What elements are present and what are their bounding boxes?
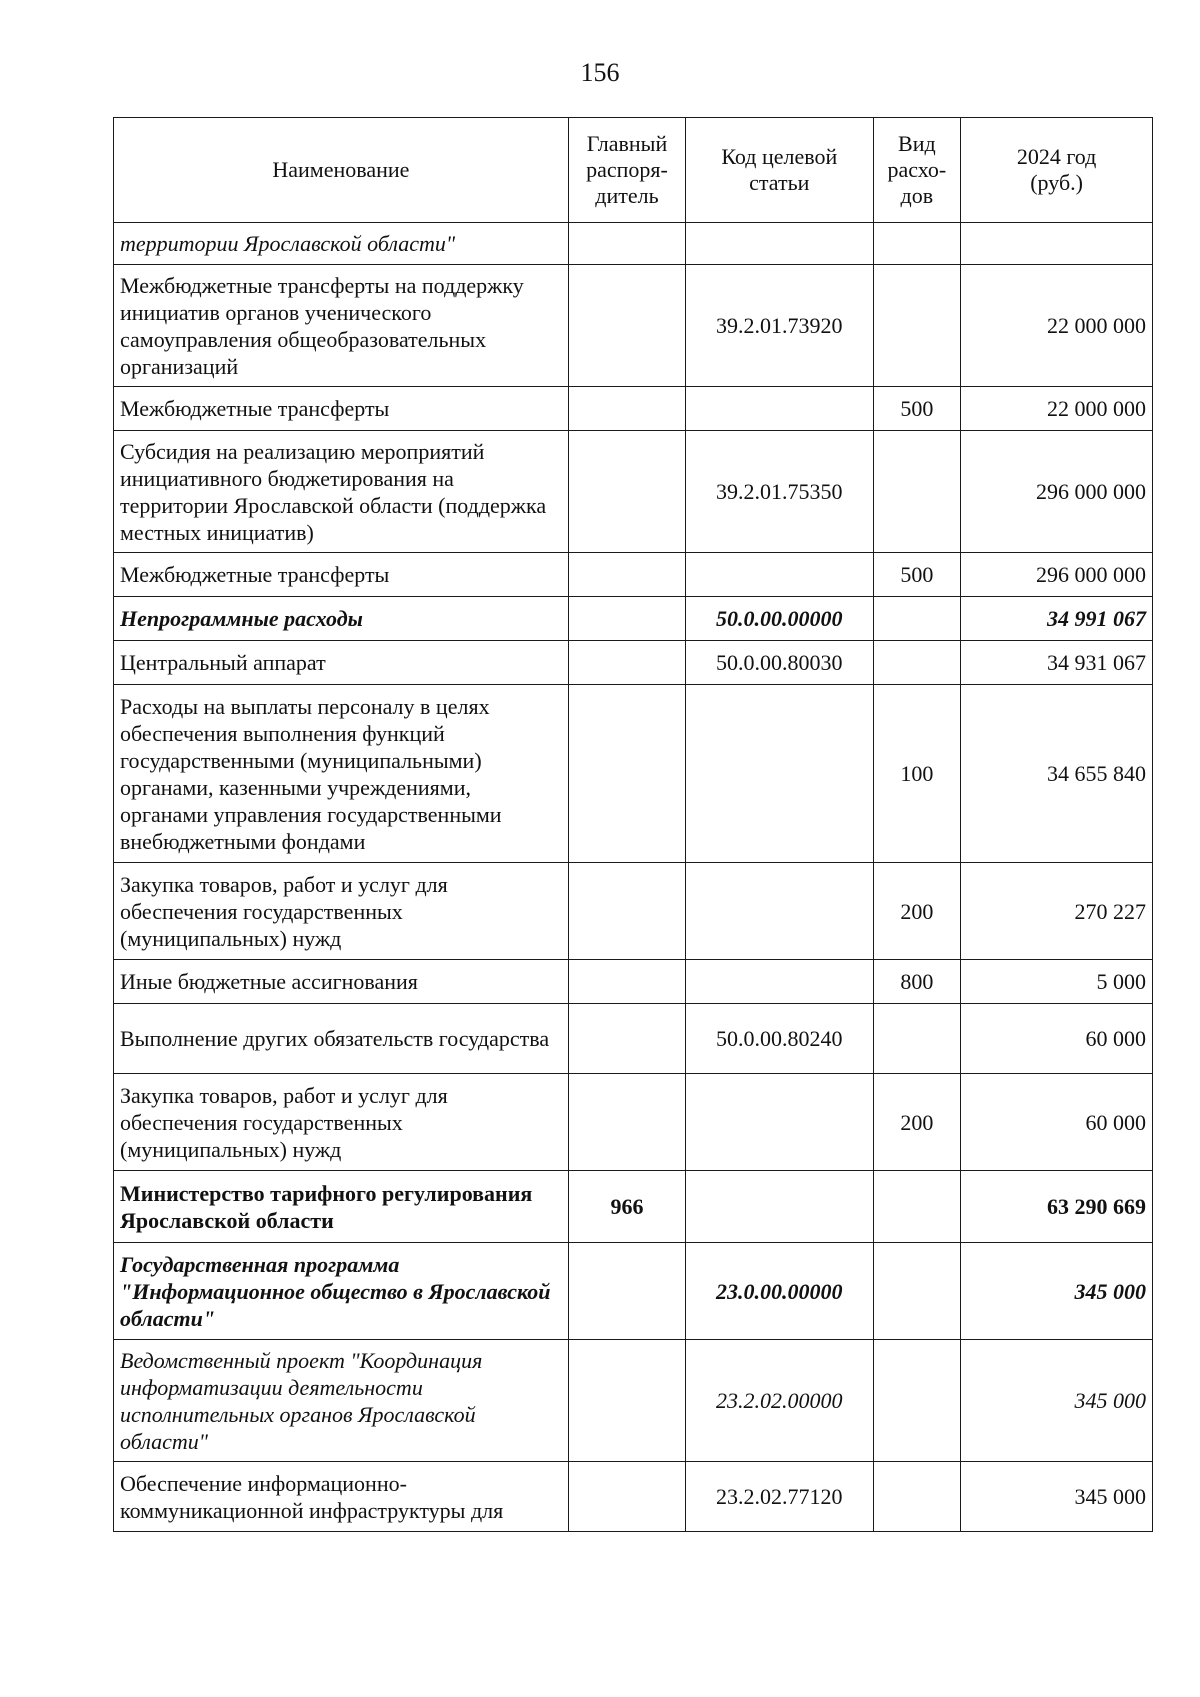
row-name: Закупка товаров, работ и услуг для обеспечения государственных (муниципальных) нужд [114,863,569,960]
row-code: 39.2.01.73920 [686,265,873,387]
row-code [686,1074,873,1171]
page-number: 156 [580,58,620,87]
row-name: Закупка товаров, работ и услуг для обеспечения государственных (муниципальных) нужд [114,1074,569,1171]
header-year-2024: 2024 год (руб.) [961,118,1153,223]
row-code: 50.0.00.80030 [686,641,873,685]
row-amount: 63 290 669 [961,1171,1153,1243]
row-code: 50.0.00.80240 [686,1004,873,1074]
table-row [114,1074,1153,1171]
row-type [873,431,961,553]
row-name: Межбюджетные трансферты на поддержку инициатив органов ученического самоуправления общеобразовательных организаций [114,265,569,387]
table-row [114,223,1153,265]
row-type: 200 [873,1074,961,1171]
table-row [114,863,1153,960]
budget-table [113,117,1153,1532]
row-manager [568,1004,685,1074]
row-type [873,1243,961,1340]
row-manager [568,960,685,1004]
table-row [114,1243,1153,1340]
row-type: 500 [873,387,961,431]
table-row [114,641,1153,685]
row-manager [568,431,685,553]
row-manager [568,641,685,685]
row-type: 200 [873,863,961,960]
row-manager [568,685,685,863]
table-row [114,1340,1153,1462]
row-manager [568,1074,685,1171]
header-expense-type: Вид расхо-дов [873,118,961,223]
row-manager [568,223,685,265]
row-type [873,641,961,685]
header-name: Наименование [114,118,569,223]
row-type: 800 [873,960,961,1004]
row-code: 50.0.00.00000 [686,597,873,641]
row-name: Иные бюджетные ассигнования [114,960,569,1004]
row-name: Ведомственный проект "Координация информатизации деятельности исполнительных органов Ярославской области" [114,1340,569,1462]
row-code [686,685,873,863]
table-row [114,597,1153,641]
row-manager [568,1340,685,1462]
row-type [873,1171,961,1243]
row-code [686,960,873,1004]
row-code: 39.2.01.75350 [686,431,873,553]
row-amount: 60 000 [961,1004,1153,1074]
row-manager [568,1462,685,1532]
row-type [873,1340,961,1462]
row-name: Государственная программа "Информационное общество в Ярославской области" [114,1243,569,1340]
row-manager [568,1243,685,1340]
row-type [873,265,961,387]
row-amount: 345 000 [961,1462,1153,1532]
row-amount: 296 000 000 [961,553,1153,597]
table-row [114,387,1153,431]
row-name: Выполнение других обязательств государства [114,1004,569,1074]
row-name: территории Ярославской области" [114,223,569,265]
row-type [873,223,961,265]
row-type: 500 [873,553,961,597]
row-manager [568,597,685,641]
row-type: 100 [873,685,961,863]
row-amount: 22 000 000 [961,265,1153,387]
table-row [114,553,1153,597]
row-manager [568,553,685,597]
header-target-code: Код целевой статьи [686,118,873,223]
row-amount: 5 000 [961,960,1153,1004]
row-manager [568,387,685,431]
row-code: 23.2.02.00000 [686,1340,873,1462]
row-name: Расходы на выплаты персоналу в целях обеспечения выполнения функций государственными (муниципальными) органами, казенными учреждениями, органами управления государственными внебюджетными фондами [114,685,569,863]
table-row [114,1462,1153,1532]
row-name: Министерство тарифного регулирования Ярославской области [114,1171,569,1243]
row-amount: 22 000 000 [961,387,1153,431]
table-row [114,960,1153,1004]
row-amount: 345 000 [961,1243,1153,1340]
row-name: Межбюджетные трансферты [114,387,569,431]
row-name: Обеспечение информационно-коммуникационной инфраструктуры для [114,1462,569,1532]
row-type [873,1004,961,1074]
table-row [114,265,1153,387]
row-name: Межбюджетные трансферты [114,553,569,597]
row-amount: 296 000 000 [961,431,1153,553]
row-manager [568,265,685,387]
row-name: Субсидия на реализацию мероприятий инициативного бюджетирования на территории Ярославской области (поддержка местных инициатив) [114,431,569,553]
row-amount: 34 931 067 [961,641,1153,685]
row-type [873,597,961,641]
row-code [686,223,873,265]
row-code [686,1171,873,1243]
table-header-row [114,118,1153,223]
row-amount: 345 000 [961,1340,1153,1462]
row-amount: 34 655 840 [961,685,1153,863]
table-row [114,685,1153,863]
table-row [114,1171,1153,1243]
row-amount [961,223,1153,265]
row-type [873,1462,961,1532]
row-amount: 270 227 [961,863,1153,960]
row-amount: 34 991 067 [961,597,1153,641]
row-code [686,863,873,960]
row-code: 23.0.00.00000 [686,1243,873,1340]
row-code [686,553,873,597]
row-manager: 966 [568,1171,685,1243]
header-main-manager: Главный распоря-дитель [568,118,685,223]
row-code [686,387,873,431]
row-name: Непрограммные расходы [114,597,569,641]
row-amount: 60 000 [961,1074,1153,1171]
row-manager [568,863,685,960]
row-code: 23.2.02.77120 [686,1462,873,1532]
table-row [114,431,1153,553]
row-name: Центральный аппарат [114,641,569,685]
table-row [114,1004,1153,1074]
